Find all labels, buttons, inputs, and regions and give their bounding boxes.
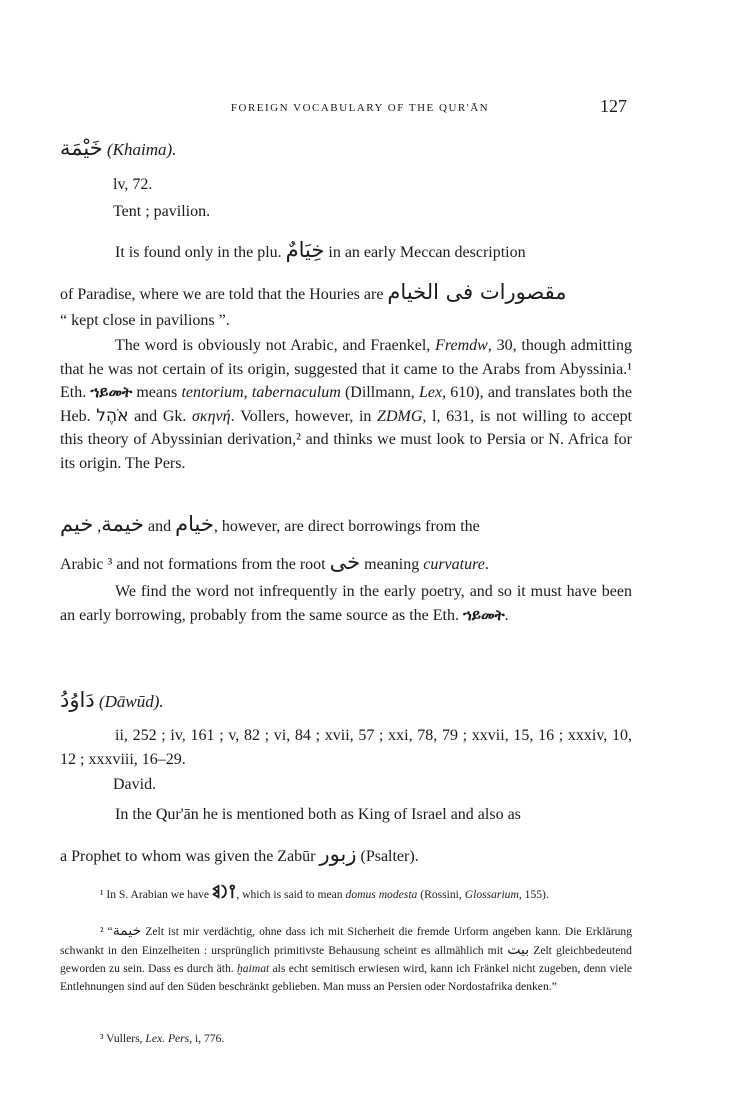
ethiopic-word: ኀይመት: [462, 605, 505, 624]
arabic-word: خيمة: [112, 923, 142, 939]
paragraph: We find the word not infrequently in the early poetry, and so it must have been an early borrowing, probably from the same source as the Eth. ኀይመት.: [60, 583, 632, 624]
transliteration: (Dāwūd).: [98, 692, 164, 711]
paragraph-line: خيمة, خيم and خيام, however, are direct borrowings from the: [60, 512, 480, 536]
paragraph: The word is obviously not Arabic, and Fraenkel, Fremdw, 30, though admitting that he was not certain of its origin, suggested that it came to the Arabs from Abyssinia.¹ Eth. ኀይመት means tentorium, tabernaculum (Dillmann, Lex, 610), and translates both the Heb. אֹהֶל and Gk. σκηνή. Vollers, however, in ZDMG, l, 631, is not willing to accept this theory of Abyssinian derivation,² and thinks we must look to Persia or N. Africa for its origin. The Pers.: [60, 337, 633, 472]
paragraph-line: of Paradise, where we are told that the Houries are مقصورات فى الخيام: [60, 280, 567, 304]
paragraph-line: a Prophet to whom was given the Zabūr زبور (Psalter).: [60, 842, 419, 866]
entry-heading-dawud: [60, 688, 164, 712]
arabic-root: خى: [329, 550, 361, 574]
arabic-word: بيت: [507, 942, 530, 958]
paragraph-line: In the Qur'ān he is mentioned both as King of Israel and also as: [115, 806, 521, 823]
ethiopic-word: ኀይመት: [90, 383, 133, 401]
paragraph-line: “ kept close in pavilions ”.: [60, 312, 230, 329]
page-number: 127: [600, 96, 627, 116]
footnote-2: ² “خيمة Zelt ist mir verdächtig, ohne dass ich mit Sicherheit die fremde Urform angeben kann. Die Erklärung schwankt in den Einzelheiten : ursprünglich primitivste Behausung scheint es allmählich mit بيت Zelt gleichbedeutend geworden zu sein. Dass es durch äth. ḫaimat als echt semitisch erwiesen wird, kann ich Fränkel nicht zugeben, denn viele Entlehnungen sind auf den Süden beschränkt geblieben. Man muss an Persien oder Nordostafrika denken.”: [60, 923, 633, 993]
hebrew-word: אֹהֶל: [96, 405, 129, 426]
arabic-word: خِيَامٌ: [285, 238, 325, 262]
greek-word: σκηνή: [192, 407, 231, 425]
arabic-word: خيام: [175, 512, 214, 536]
entry-heading-khaima: [60, 136, 176, 160]
quran-references: ii, 252 ; iv, 161 ; v, 82 ; vi, 84 ; xvii, 57 ; xxi, 78, 79 ; xxvii, 15, 16 ; xxxiv, 10, 12 ; xxxviii, 16–29.: [60, 727, 632, 768]
quran-references: lv, 72.: [113, 176, 153, 193]
arabic-headword: دَاوُدُ: [60, 688, 95, 712]
arabic-word: خيمة: [101, 512, 145, 536]
arabic-phrase: مقصورات فى الخيام: [387, 280, 567, 304]
paragraph-line: It is found only in the plu. خِيَامٌ in an early Meccan description: [115, 238, 526, 262]
arabic-word: خيم: [60, 512, 94, 536]
arabic-word: زبور: [319, 842, 357, 866]
sabaic-word: 𐩺𐩧𐩣: [211, 884, 237, 902]
paragraph-line: Arabic ³ and not formations from the root خى meaning curvature.: [60, 550, 489, 574]
running-head: FOREIGN VOCABULARY OF THE QUR'ĀN: [230, 102, 490, 114]
meaning: Tent ; pavilion.: [113, 203, 211, 220]
meaning: David.: [113, 776, 157, 793]
footnote-3: ³ Vullers, Lex. Pers, i, 776.: [100, 1032, 225, 1045]
footnote-1: ¹ In S. Arabian we have 𐩺𐩧𐩣, which is said to mean domus modesta (Rossini, Glossarium, 155).: [100, 884, 549, 902]
transliteration: (Khaima).: [106, 140, 177, 159]
arabic-headword: خَيْمَة: [60, 136, 103, 160]
